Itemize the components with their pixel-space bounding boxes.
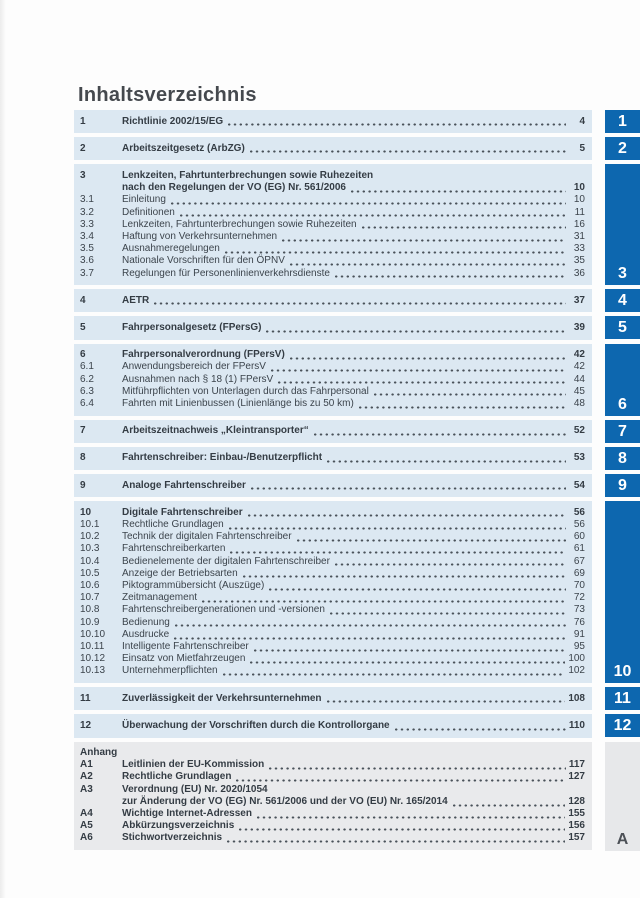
toc-row-page: 73 xyxy=(573,604,585,616)
dot-leader xyxy=(374,393,566,396)
toc-row-4 xyxy=(80,295,585,307)
edge-tab-label-3: 3 xyxy=(618,265,627,282)
toc-row-page: 56 xyxy=(573,518,585,530)
toc-row-number: 12 xyxy=(80,719,92,731)
toc-row-title: Fahrpersonalverordnung (FPersV) xyxy=(122,349,285,361)
toc-row-title: Fahrpersonalgesetz (FPersG) xyxy=(122,321,262,333)
toc-row-3.7 xyxy=(80,268,585,280)
toc-row-title: Einsatz von Mietfahrzeugen xyxy=(122,653,246,665)
toc-row-number: 10.9 xyxy=(80,616,100,628)
toc-row-title: Zeitmanagement xyxy=(122,592,198,604)
dot-leader xyxy=(362,226,566,229)
toc-row-number: 10.3 xyxy=(80,543,100,555)
toc-row-title: Arbeitszeitgesetz (ArbZG) xyxy=(122,142,245,154)
dot-leader xyxy=(171,202,566,205)
dot-leader xyxy=(227,840,565,843)
toc-row-number: 4 xyxy=(80,294,86,306)
toc-row-number: 10.11 xyxy=(80,641,105,652)
toc-row-number: 6 xyxy=(80,349,86,361)
toc-row-6.3 xyxy=(80,386,585,398)
dot-leader xyxy=(236,779,565,782)
edge-tab-12 xyxy=(605,714,640,737)
toc-row-title: Rechtliche Grundlagen xyxy=(122,771,232,783)
toc-row-title: Überwachung der Vorschriften durch die Kontrollorgane xyxy=(122,719,390,731)
toc-row-number: 3.7 xyxy=(80,267,94,279)
toc-row-page: 42 xyxy=(573,349,585,361)
toc-row-title: Rechtliche Grundlagen xyxy=(122,518,224,530)
toc-row-title: Lenkzeiten, Fahrtunterbrechungen sowie Ruhezeiten xyxy=(122,218,357,230)
toc-row-number: 6.2 xyxy=(80,373,94,385)
edge-tab-10 xyxy=(605,501,640,683)
toc-row-page: 11 xyxy=(574,206,585,218)
toc-row-number: 5 xyxy=(80,321,86,333)
toc-row-page: 157 xyxy=(568,832,585,844)
toc-row-3.4 xyxy=(80,231,585,243)
toc-row-page: 48 xyxy=(573,397,585,409)
toc-row-title: Verordnung (EU) Nr. 2020/1054 xyxy=(122,783,268,795)
toc-row-page: 155 xyxy=(568,808,585,820)
dot-leader xyxy=(225,251,566,254)
toc-row-title: Zuverlässigkeit der Verkehrsunternehmen xyxy=(122,692,322,704)
dot-leader xyxy=(154,302,566,305)
toc-row-11 xyxy=(80,693,585,705)
toc-row-5 xyxy=(80,322,585,334)
toc-row-page: 56 xyxy=(573,506,585,518)
dot-leader xyxy=(327,460,566,463)
toc-row-10.2 xyxy=(80,531,585,543)
toc-row-number: 10.13 xyxy=(80,665,106,677)
toc-row-6 xyxy=(80,349,585,361)
toc-row-title: Fahrtenschreiber: Einbau-/Benutzerpflicht xyxy=(122,452,323,464)
dot-leader xyxy=(257,816,565,819)
toc-row-number: A1 xyxy=(80,759,93,771)
dot-leader xyxy=(254,649,566,652)
dot-leader xyxy=(229,527,566,530)
edge-tab-label-12: 12 xyxy=(613,717,632,734)
toc-row-10.4 xyxy=(80,556,585,568)
toc-row-title: Stichwortverzeichnis xyxy=(122,832,223,844)
toc-row-number: 10.10 xyxy=(80,628,106,640)
toc-section-3 xyxy=(74,164,592,285)
dot-leader xyxy=(335,563,566,566)
dot-leader xyxy=(175,624,566,627)
toc-row-page: 61 xyxy=(573,543,585,555)
toc-row-6.1 xyxy=(80,361,585,373)
toc-row-A4 xyxy=(80,808,585,820)
edge-tab-label-4: 4 xyxy=(618,292,627,309)
toc-row-number: 1 xyxy=(80,115,86,127)
dot-leader xyxy=(290,357,566,360)
dot-leader xyxy=(314,433,566,436)
toc-row-number: 9 xyxy=(80,479,86,491)
edge-tab-label-7: 7 xyxy=(618,423,627,440)
dot-leader xyxy=(330,612,566,615)
toc-row-1 xyxy=(80,116,585,128)
toc-row-page: 16 xyxy=(573,218,585,230)
toc-row-number: 8 xyxy=(80,452,86,464)
toc-row-page: 102 xyxy=(568,665,585,677)
toc-row-3.5 xyxy=(80,243,585,255)
edge-tab-9 xyxy=(605,474,640,497)
toc-row-number: 3.3 xyxy=(80,218,94,230)
toc-row-2 xyxy=(80,143,585,155)
toc-row-page: 110 xyxy=(568,719,585,731)
toc-row-page: 39 xyxy=(573,321,585,333)
toc-row-A1 xyxy=(80,759,585,771)
toc-row-page: 91 xyxy=(573,628,585,640)
toc-row-10.5 xyxy=(80,568,585,580)
toc-row-10.6 xyxy=(80,580,585,592)
toc-section-7 xyxy=(74,420,592,443)
toc-row-page: 108 xyxy=(568,692,585,704)
toc-row-number: 3.5 xyxy=(80,243,94,255)
toc-row-page: 70 xyxy=(573,579,585,591)
toc-row-number: 3.1 xyxy=(80,194,94,206)
toc-row-page: 128 xyxy=(568,795,585,807)
toc-row-title: Ausnahmen nach § 18 (1) FPersV xyxy=(122,373,274,385)
toc-row-page: 76 xyxy=(573,616,585,628)
toc-row-title: Leitlinien der EU-Kommission xyxy=(122,759,265,771)
toc-row-number: 10.6 xyxy=(80,579,100,591)
toc-row-page: 60 xyxy=(573,531,585,543)
toc-row-page: 52 xyxy=(573,425,585,437)
toc-row-10.13 xyxy=(80,665,585,677)
toc-row-number: 6.3 xyxy=(80,385,94,397)
edge-tab-11 xyxy=(605,687,640,710)
toc-row-number: 10.2 xyxy=(80,531,100,543)
toc-row-number: 10.1 xyxy=(80,518,100,530)
toc-row-number: 10.12 xyxy=(80,653,106,665)
toc-section-8 xyxy=(74,447,592,470)
toc-row-A3 xyxy=(80,784,585,796)
toc-row-6.4 xyxy=(80,398,585,410)
toc-row-3.6 xyxy=(80,255,585,267)
dot-leader xyxy=(239,828,565,831)
toc-row-page: 10 xyxy=(573,194,585,206)
toc-row-number: 10 xyxy=(80,506,92,518)
toc-row-title: Analoge Fahrtenschreiber xyxy=(122,479,246,491)
toc-row-page: 53 xyxy=(573,452,585,464)
toc-row-title: Wichtige Internet-Adressen xyxy=(122,808,252,820)
toc-row-number: A5 xyxy=(80,820,93,832)
toc-row-title: Einleitung xyxy=(122,194,166,206)
toc-row-A5 xyxy=(80,820,585,832)
dot-leader xyxy=(269,767,566,770)
toc-section-10 xyxy=(74,501,592,683)
toc-row-10.8 xyxy=(80,604,585,616)
toc-section-2 xyxy=(74,137,592,160)
edge-tab-label-5: 5 xyxy=(618,319,627,336)
toc-row-8 xyxy=(80,452,585,464)
toc-row-title: Arbeitszeitnachweis „Kleintransporter“ xyxy=(122,425,309,437)
toc-row-10.1 xyxy=(80,519,585,531)
toc-row-title: nach den Regelungen der VO (EG) Nr. 561/2006 xyxy=(122,182,346,194)
toc-row-page: 69 xyxy=(573,567,585,579)
toc-section-9 xyxy=(74,474,592,497)
toc-row-page: 54 xyxy=(573,479,585,491)
toc-row-title: Fahrtenschreiberkarten xyxy=(122,543,226,555)
toc-row-9 xyxy=(80,480,585,492)
dot-leader xyxy=(251,487,566,490)
edge-tab-3 xyxy=(605,164,640,285)
toc-row-title: Regelungen für Personenlinienverkehrsdienste xyxy=(122,267,330,279)
dot-leader xyxy=(282,239,566,242)
toc-section-12 xyxy=(74,714,592,737)
toc-row-page: 33 xyxy=(573,243,585,255)
dot-leader xyxy=(223,673,566,676)
toc-section-5 xyxy=(74,316,592,339)
toc-row-title: Lenkzeiten, Fahrtunterbrechungen sowie Ruhezeiten xyxy=(122,169,374,181)
toc-row-page: 156 xyxy=(568,820,585,832)
page-title: Inhaltsverzeichnis xyxy=(78,84,257,106)
toc-row-title: Nationale Vorschriften für den ÖPNV xyxy=(122,255,285,267)
toc-row-3.2 xyxy=(80,207,585,219)
dot-leader xyxy=(327,700,566,703)
toc-row-number: 2 xyxy=(80,142,86,154)
edge-tab-label-9: 9 xyxy=(618,477,627,494)
dot-leader xyxy=(269,588,566,591)
dot-leader xyxy=(335,275,566,278)
toc-row-title: Bedienelemente der digitalen Fahrtenschreiber xyxy=(122,555,330,567)
toc-row-number: 3.2 xyxy=(80,206,94,218)
toc-row-6.2 xyxy=(80,374,585,386)
dot-leader xyxy=(250,661,565,664)
toc-row-page: 127 xyxy=(568,771,585,783)
toc-row-title: Ausnahmeregelungen xyxy=(122,243,220,255)
dot-leader xyxy=(250,150,566,153)
toc-row-title: Mitführpflichten von Unterlagen durch das Fahrpersonal xyxy=(122,385,369,397)
edge-tab-2 xyxy=(605,137,640,160)
toc-row-title: Anwendungsbereich der FPersV xyxy=(122,361,266,373)
dot-leader xyxy=(395,728,566,731)
toc-row-number: 3 xyxy=(80,169,86,181)
toc-row-title: Fahrtenschreibergenerationen und -versionen xyxy=(122,604,325,616)
dot-leader xyxy=(266,330,566,333)
toc-section-A xyxy=(74,742,592,851)
toc-row-number: 10.7 xyxy=(80,592,100,604)
edge-tab-label-6: 6 xyxy=(618,396,627,413)
toc-row-title: zur Änderung der VO (EG) Nr. 561/2006 und der VO (EU) Nr. 165/2014 xyxy=(122,795,448,807)
toc-row-page: 42 xyxy=(573,361,585,373)
toc-anhang-header xyxy=(80,747,585,759)
toc-section-6 xyxy=(74,344,592,416)
toc-row-number: 10.5 xyxy=(80,567,100,579)
edge-tab-1 xyxy=(605,110,640,133)
toc-row-number: A6 xyxy=(80,832,93,844)
dot-leader xyxy=(290,263,566,266)
toc-row-title: Fahrten mit Linienbussen (Linienlänge bis zu 50 km) xyxy=(122,397,354,409)
toc-row-title: Piktogrammübersicht (Auszüge) xyxy=(122,579,265,591)
toc-row-title: Intelligente Fahrtenschreiber xyxy=(122,641,249,652)
toc-row-page: 72 xyxy=(573,592,585,604)
toc-row-3.1 xyxy=(80,194,585,206)
edge-tab-label-11: 11 xyxy=(614,690,631,707)
toc-row-page: 35 xyxy=(573,255,585,267)
dot-leader xyxy=(180,214,566,217)
toc-row-page: 117 xyxy=(568,759,585,771)
toc-row-title: Haftung von Verkehrsunternehmen xyxy=(122,230,278,242)
toc-row-page: 44 xyxy=(573,373,585,385)
edge-tab-4 xyxy=(605,289,640,312)
toc-row-10.11 xyxy=(80,641,585,653)
toc-section-11 xyxy=(74,687,592,710)
toc-row-A2 xyxy=(80,771,585,783)
toc-row-10.7 xyxy=(80,592,585,604)
dot-leader xyxy=(351,190,566,193)
toc-row-10 xyxy=(80,507,585,519)
toc-row-page: 10 xyxy=(573,182,585,194)
dot-leader xyxy=(297,539,566,542)
toc-row-10.9 xyxy=(80,617,585,629)
edge-tab-label-A: A xyxy=(616,831,629,848)
toc-row-10.12 xyxy=(80,653,585,665)
edge-tab-label-8: 8 xyxy=(618,450,627,467)
edge-tab-label-2: 2 xyxy=(618,140,627,157)
toc-row-number: 6.1 xyxy=(80,361,94,373)
toc-section-1 xyxy=(74,110,592,133)
toc-row-3-cont xyxy=(80,182,585,194)
edge-tab-8 xyxy=(605,447,640,470)
toc-row-title: Anzeige der Betriebsarten xyxy=(122,567,238,579)
toc-header-label: Anhang xyxy=(80,747,118,759)
edge-tab-label-1: 1 xyxy=(618,113,627,130)
dot-leader xyxy=(278,381,566,384)
dot-leader xyxy=(271,369,566,372)
toc-row-10.10 xyxy=(80,629,585,641)
toc-row-number: 10.4 xyxy=(80,555,100,567)
dot-leader xyxy=(359,406,566,409)
dot-leader xyxy=(243,575,566,578)
dot-leader xyxy=(230,551,566,554)
toc-row-page: 45 xyxy=(573,385,585,397)
toc-row-number: 10.8 xyxy=(80,604,100,616)
edge-tab-label-10: 10 xyxy=(613,663,632,680)
toc-row-title: Definitionen xyxy=(122,206,175,218)
dot-leader xyxy=(453,804,566,807)
toc-list xyxy=(74,110,592,854)
dot-leader xyxy=(228,123,566,126)
toc-row-page: 31 xyxy=(573,230,585,242)
toc-row-title: Unternehmerpflichten xyxy=(122,665,218,677)
toc-row-number: 7 xyxy=(80,425,86,437)
edge-tab-5 xyxy=(605,316,640,339)
toc-row-page: 37 xyxy=(573,294,585,306)
edge-tab-7 xyxy=(605,420,640,443)
toc-row-page: 100 xyxy=(568,653,585,665)
toc-row-page: 5 xyxy=(579,142,585,154)
dot-leader xyxy=(202,600,566,603)
toc-row-title: Technik der digitalen Fahrtenschreiber xyxy=(122,531,292,543)
edge-tab-A xyxy=(605,742,640,851)
toc-row-title: Ausdrucke xyxy=(122,628,170,640)
toc-row-number: A3 xyxy=(80,783,93,795)
toc-section-4 xyxy=(74,289,592,312)
edge-tab-column xyxy=(605,110,640,870)
toc-row-page: 4 xyxy=(579,115,585,127)
toc-row-3.3 xyxy=(80,219,585,231)
toc-row-title: AETR xyxy=(122,294,150,306)
toc-row-number: 3.6 xyxy=(80,255,94,267)
dot-leader xyxy=(174,637,566,640)
toc-row-3 xyxy=(80,170,585,182)
toc-row-title: Abkürzungsverzeichnis xyxy=(122,820,235,832)
toc-row-page: 95 xyxy=(573,641,585,652)
toc-row-page: 36 xyxy=(573,267,585,279)
toc-row-12 xyxy=(80,720,585,732)
toc-row-title: Digitale Fahrtenschreiber xyxy=(122,506,243,518)
toc-row-number: 11 xyxy=(80,692,91,704)
toc-row-title: Richtlinie 2002/15/EG xyxy=(122,115,224,127)
toc-row-A6 xyxy=(80,832,585,844)
edge-tab-6 xyxy=(605,344,640,416)
dot-leader xyxy=(248,514,566,517)
toc-row-page: 67 xyxy=(573,555,585,567)
toc-row-title: Bedienung xyxy=(122,616,170,628)
toc-row-A3-cont xyxy=(80,796,585,808)
toc-row-number: 6.4 xyxy=(80,397,94,409)
toc-row-7 xyxy=(80,425,585,437)
toc-row-10.3 xyxy=(80,543,585,555)
toc-row-number: 3.4 xyxy=(80,230,94,242)
toc-row-number: A4 xyxy=(80,808,93,820)
toc-row-number: A2 xyxy=(80,771,93,783)
